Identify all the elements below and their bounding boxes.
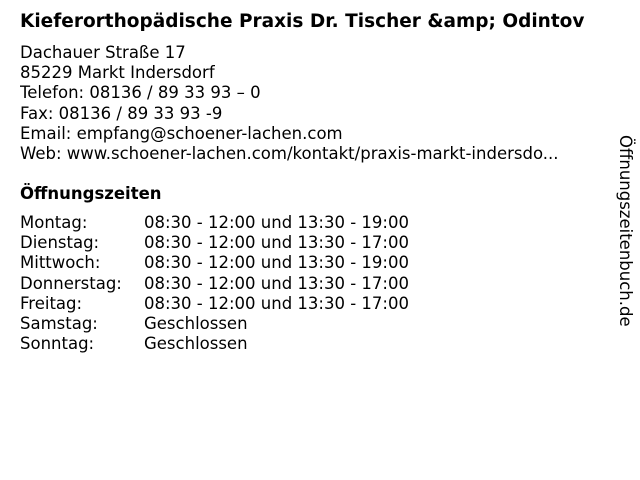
day-hours: Geschlossen <box>144 313 248 333</box>
fax-number: Fax: 08136 / 89 33 93 -9 <box>20 103 223 123</box>
website-url: Web: www.schoener-lachen.com/kontakt/praxis-markt-indersdo... <box>20 144 559 164</box>
practice-name: Kieferorthopädische Praxis Dr. Tischer &amp; Odintov <box>20 11 585 32</box>
contact-block <box>20 43 610 164</box>
day-hours: 08:30 - 12:00 und 13:30 - 17:00 <box>144 233 409 253</box>
day-hours: 08:30 - 12:00 und 13:30 - 17:00 <box>144 293 409 313</box>
day-hours: 08:30 - 12:00 und 13:30 - 19:00 <box>144 253 409 273</box>
opening-hours-heading: Öffnungszeiten <box>20 184 162 203</box>
day-label: Freitag: <box>20 293 83 313</box>
day-label: Samstag: <box>20 313 98 333</box>
day-hours: Geschlossen <box>144 334 248 354</box>
day-hours: 08:30 - 12:00 und 13:30 - 17:00 <box>144 273 409 293</box>
phone-number: Telefon: 08136 / 89 33 93 – 0 <box>20 83 261 103</box>
site-watermark: Öffnungszeitenbuch.de <box>616 135 635 327</box>
day-label: Mittwoch: <box>20 253 101 273</box>
day-label: Montag: <box>20 213 88 232</box>
city-address: 85229 Markt Indersdorf <box>20 63 215 83</box>
day-label: Donnerstag: <box>20 273 122 293</box>
day-label: Dienstag: <box>20 233 100 253</box>
email-address: Email: empfang@schoener-lachen.com <box>20 123 343 143</box>
street-address: Dachauer Straße 17 <box>20 43 186 62</box>
day-hours: 08:30 - 12:00 und 13:30 - 19:00 <box>144 213 409 232</box>
day-label: Sonntag: <box>20 334 95 354</box>
